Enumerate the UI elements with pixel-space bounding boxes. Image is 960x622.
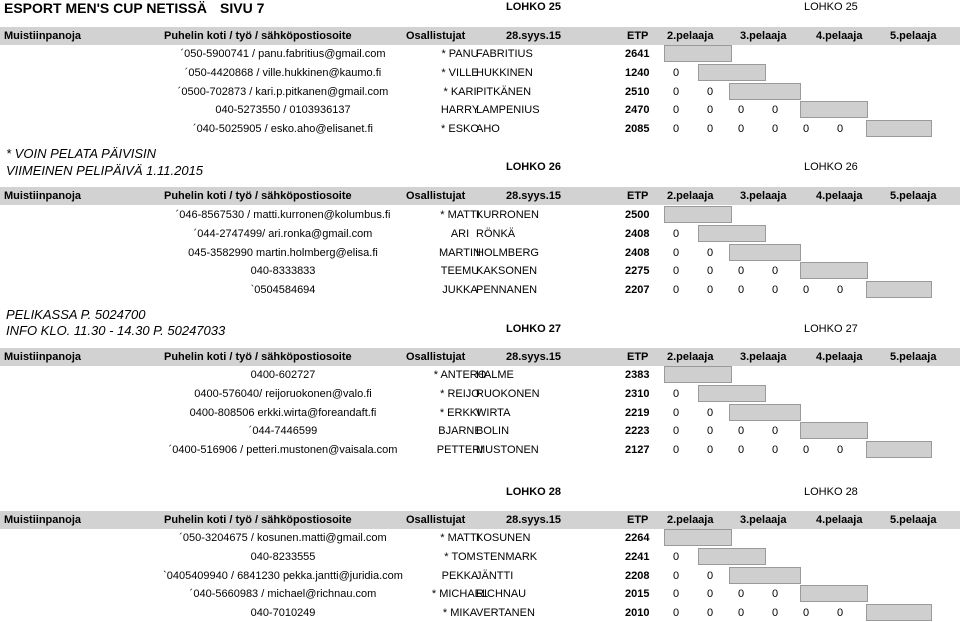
contact-cell: ´044-2747499/ ari.ronka@gmail.com — [193, 228, 373, 240]
etp-cell: 2510 — [625, 86, 650, 98]
etp-cell: 2223 — [625, 425, 650, 437]
etp-cell: 2275 — [625, 265, 650, 277]
column-header-etp: ETP — [627, 30, 649, 42]
contact-cell: 040-8233555 — [250, 551, 316, 563]
lohko-label-right: LOHKO 27 — [804, 323, 858, 335]
score-cell: 0 — [836, 444, 844, 456]
etp-cell: 2208 — [625, 570, 650, 582]
column-header-p2: 2.pelaaja — [667, 30, 714, 42]
last-name-cell: LAMPENIUS — [476, 104, 540, 116]
table-row — [0, 244, 960, 262]
column-header-puhelin: Puhelin koti / työ / sähköpostiosoite — [164, 190, 352, 202]
etp-cell: 2010 — [625, 607, 650, 619]
table-header — [0, 348, 960, 366]
score-cell: 0 — [672, 104, 680, 116]
column-header-muistiinpanoja: Muistiinpanoja — [4, 190, 81, 202]
last-name-cell: KAKSONEN — [476, 265, 538, 277]
table-row — [0, 548, 960, 566]
contact-cell: ´0400-516906 / petteri.mustonen@vaisala.com — [168, 444, 398, 456]
last-name-cell: MUSTONEN — [476, 444, 539, 456]
score-cell: 0 — [706, 570, 714, 582]
column-header-p4: 4.pelaaja — [816, 190, 863, 202]
first-name-cell: * MATTI — [440, 532, 480, 544]
contact-cell: 040-8333833 — [250, 265, 316, 277]
page-number: SIVU 7 — [220, 0, 265, 16]
score-slot-box — [866, 604, 932, 621]
contact-cell: ´046-8567530 / matti.kurronen@kolumbus.fi — [175, 209, 391, 221]
lohko-label-right: LOHKO 25 — [804, 1, 858, 13]
last-name-cell: PITKÄNEN — [476, 86, 532, 98]
first-name-cell: * MATTI — [440, 209, 480, 221]
score-cell: 0 — [737, 607, 745, 619]
score-cell: 0 — [771, 588, 779, 600]
etp-cell: 2219 — [625, 407, 650, 419]
contact-cell: ´050-3204675 / kosunen.matti@gmail.com — [179, 532, 387, 544]
etp-cell: 2207 — [625, 284, 650, 296]
score-cell: 0 — [672, 228, 680, 240]
score-cell: 0 — [672, 265, 680, 277]
score-cell: 0 — [672, 551, 680, 563]
score-cell: 0 — [802, 444, 810, 456]
first-name-cell: MARTIN — [439, 247, 481, 259]
etp-cell: 2264 — [625, 532, 650, 544]
score-cell: 0 — [771, 265, 779, 277]
first-name-cell: JUKKA — [442, 284, 478, 296]
score-cell: 0 — [706, 425, 714, 437]
score-slot-box — [698, 225, 766, 242]
score-slot-box — [664, 366, 732, 383]
table-row — [0, 385, 960, 403]
first-name-cell: * PANU — [441, 48, 479, 60]
column-header-p5: 5.pelaaja — [890, 190, 937, 202]
contact-cell: 040-5273550 / 0103936137 — [215, 104, 351, 116]
score-cell: 0 — [771, 123, 779, 135]
column-header-osallistujat: Osallistujat — [406, 190, 466, 202]
score-cell: 0 — [836, 284, 844, 296]
etp-cell: 2500 — [625, 209, 650, 221]
score-cell: 0 — [672, 407, 680, 419]
first-name-cell: HARRY — [440, 104, 480, 116]
etp-cell: 2015 — [625, 588, 650, 600]
score-cell: 0 — [706, 407, 714, 419]
score-cell: 0 — [672, 247, 680, 259]
last-name-cell: VERTANEN — [476, 607, 535, 619]
score-cell: 0 — [672, 67, 680, 79]
last-name-cell: KURRONEN — [476, 209, 539, 221]
last-name-cell: RUOKONEN — [476, 388, 540, 400]
table-row — [0, 64, 960, 82]
score-cell: 0 — [672, 284, 680, 296]
column-header-date: 28.syys.15 — [506, 514, 562, 526]
first-name-cell: * VILLE — [441, 67, 479, 79]
last-name-cell: HUKKINEN — [476, 67, 533, 79]
score-cell: 0 — [706, 607, 714, 619]
score-slot-box — [866, 120, 932, 137]
column-header-p3: 3.pelaaja — [740, 190, 787, 202]
last-name-cell: WIRTA — [476, 407, 511, 419]
first-name-cell: TEEMU — [440, 265, 480, 277]
first-name-cell: * ERKKI — [439, 407, 481, 419]
etp-cell: 1240 — [625, 67, 650, 79]
first-name-cell: PETTERI — [436, 444, 484, 456]
score-cell: 0 — [672, 425, 680, 437]
score-cell: 0 — [672, 570, 680, 582]
etp-cell: 2085 — [625, 123, 650, 135]
column-header-p4: 4.pelaaja — [816, 514, 863, 526]
score-slot-box — [800, 101, 868, 118]
first-name-cell: * KARI — [443, 86, 477, 98]
last-name-cell: FABRITIUS — [476, 48, 533, 60]
score-cell: 0 — [737, 123, 745, 135]
contact-cell: ´040-5660983 / michael@richnau.com — [189, 588, 377, 600]
first-name-cell: * ANTERO — [433, 369, 487, 381]
score-slot-box — [664, 529, 732, 546]
score-cell: 0 — [672, 123, 680, 135]
score-cell: 0 — [706, 284, 714, 296]
score-cell: 0 — [802, 607, 810, 619]
last-name-cell: RÖNKÄ — [476, 228, 516, 240]
table-row — [0, 567, 960, 585]
column-header-etp: ETP — [627, 351, 649, 363]
score-slot-box — [800, 262, 868, 279]
score-cell: 0 — [706, 104, 714, 116]
table-row — [0, 585, 960, 603]
score-cell: 0 — [771, 607, 779, 619]
contact-cell: 045-3582990 martin.holmberg@elisa.fi — [188, 247, 378, 259]
score-slot-box — [729, 404, 801, 421]
contact-cell: ´040-5025905 / esko.aho@elisanet.fi — [193, 123, 373, 135]
etp-cell: 2241 — [625, 551, 650, 563]
column-header-puhelin: Puhelin koti / työ / sähköpostiosoite — [164, 30, 352, 42]
column-header-p5: 5.pelaaja — [890, 351, 937, 363]
score-cell: 0 — [672, 444, 680, 456]
etp-cell: 2383 — [625, 369, 650, 381]
score-cell: 0 — [706, 444, 714, 456]
table-row — [0, 366, 960, 384]
last-name-cell: STENMARK — [476, 551, 538, 563]
score-cell: 0 — [672, 86, 680, 98]
score-slot-box — [698, 548, 766, 565]
contact-cell: 0400-602727 — [250, 369, 316, 381]
score-cell: 0 — [706, 247, 714, 259]
column-header-p4: 4.pelaaja — [816, 351, 863, 363]
score-cell: 0 — [836, 123, 844, 135]
last-name-cell: BOLIN — [476, 425, 510, 437]
contact-cell: ´050-4420868 / ville.hukkinen@kaumo.fi — [184, 67, 382, 79]
table-header — [0, 511, 960, 529]
note-info: INFO KLO. 11.30 - 14.30 P. 50247033 — [6, 323, 226, 338]
contact-cell: ´044-7446599 — [248, 425, 318, 437]
last-name-cell: AHO — [476, 123, 500, 135]
contact-cell: 040-7010249 — [250, 607, 316, 619]
column-header-puhelin: Puhelin koti / työ / sähköpostiosoite — [164, 351, 352, 363]
contact-cell: 0400-576040/ reijoruokonen@valo.fi — [194, 388, 372, 400]
column-header-p3: 3.pelaaja — [740, 514, 787, 526]
score-slot-box — [729, 83, 801, 100]
score-cell: 0 — [737, 425, 745, 437]
table-row — [0, 422, 960, 440]
table-row — [0, 604, 960, 622]
column-header-muistiinpanoja: Muistiinpanoja — [4, 514, 81, 526]
score-cell: 0 — [706, 265, 714, 277]
first-name-cell: BJARNE — [438, 425, 482, 437]
first-name-cell: ARI — [450, 228, 470, 240]
contact-cell: ´050-5900741 / panu.fabritius@gmail.com — [180, 48, 386, 60]
table-row — [0, 83, 960, 101]
lohko-label-right: LOHKO 28 — [804, 486, 858, 498]
score-cell: 0 — [672, 388, 680, 400]
score-cell: 0 — [672, 588, 680, 600]
column-header-p5: 5.pelaaja — [890, 30, 937, 42]
etp-cell: 2127 — [625, 444, 650, 456]
last-name-cell: JÄNTTI — [476, 570, 514, 582]
score-slot-box — [698, 385, 766, 402]
contact-cell: 0400-808506 erkki.wirta@foreandaft.fi — [189, 407, 377, 419]
score-slot-box — [866, 441, 932, 458]
lohko-label: LOHKO 25 — [506, 1, 562, 13]
table-row — [0, 101, 960, 119]
score-slot-box — [729, 567, 801, 584]
table-header — [0, 27, 960, 45]
score-cell: 0 — [706, 123, 714, 135]
score-slot-box — [664, 45, 732, 62]
score-cell: 0 — [836, 607, 844, 619]
table-row — [0, 206, 960, 224]
score-slot-box — [729, 244, 801, 261]
score-cell: 0 — [771, 104, 779, 116]
note-pelikassa: PELIKASSA P. 5024700 — [6, 307, 146, 322]
table-row — [0, 281, 960, 299]
score-slot-box — [698, 64, 766, 81]
column-header-p4: 4.pelaaja — [816, 30, 863, 42]
table-row — [0, 45, 960, 63]
score-cell: 0 — [737, 444, 745, 456]
column-header-osallistujat: Osallistujat — [406, 30, 466, 42]
score-cell: 0 — [771, 284, 779, 296]
score-slot-box — [866, 281, 932, 298]
column-header-date: 28.syys.15 — [506, 351, 562, 363]
score-cell: 0 — [771, 425, 779, 437]
table-header — [0, 187, 960, 205]
etp-cell: 2408 — [625, 228, 650, 240]
score-slot-box — [800, 422, 868, 439]
contact-cell: ´0500-702873 / kari.p.pitkanen@gmail.com — [177, 86, 389, 98]
column-header-p2: 2.pelaaja — [667, 514, 714, 526]
etp-cell: 2641 — [625, 48, 650, 60]
column-header-puhelin: Puhelin koti / työ / sähköpostiosoite — [164, 514, 352, 526]
etp-cell: 2310 — [625, 388, 650, 400]
table-row — [0, 120, 960, 138]
score-cell: 0 — [706, 588, 714, 600]
column-header-p3: 3.pelaaja — [740, 351, 787, 363]
score-slot-box — [800, 585, 868, 602]
column-header-etp: ETP — [627, 190, 649, 202]
lohko-label: LOHKO 27 — [506, 323, 562, 335]
column-header-p5: 5.pelaaja — [890, 514, 937, 526]
table-row — [0, 262, 960, 280]
score-cell: 0 — [706, 86, 714, 98]
score-cell: 0 — [672, 607, 680, 619]
score-cell: 0 — [771, 444, 779, 456]
table-row — [0, 225, 960, 243]
lohko-label: LOHKO 26 — [506, 161, 562, 173]
contact-cell: `0504584694 — [250, 284, 316, 296]
score-cell: 0 — [737, 284, 745, 296]
column-header-osallistujat: Osallistujat — [406, 514, 466, 526]
column-header-date: 28.syys.15 — [506, 30, 562, 42]
first-name-cell: * TOM — [444, 551, 476, 563]
column-header-p2: 2.pelaaja — [667, 190, 714, 202]
etp-cell: 2470 — [625, 104, 650, 116]
score-cell: 0 — [737, 588, 745, 600]
score-cell: 0 — [737, 104, 745, 116]
first-name-cell: PEKKA — [441, 570, 479, 582]
column-header-etp: ETP — [627, 514, 649, 526]
contact-cell: `0405409940 / 6841230 pekka.jantti@juridia.com — [163, 570, 403, 582]
score-slot-box — [664, 206, 732, 223]
page-title: ESPORT MEN'S CUP NETISSÄ — [4, 0, 207, 16]
table-row — [0, 529, 960, 547]
etp-cell: 2408 — [625, 247, 650, 259]
column-header-p2: 2.pelaaja — [667, 351, 714, 363]
last-name-cell: HOLMBERG — [476, 247, 539, 259]
column-header-osallistujat: Osallistujat — [406, 351, 466, 363]
last-name-cell: RICHNAU — [476, 588, 527, 600]
note-day-play: * VOIN PELATA PÄIVISIN — [6, 146, 157, 161]
last-name-cell: HALME — [476, 369, 514, 381]
note-last-day: VIIMEINEN PELIPÄIVÄ 1.11.2015 — [6, 163, 204, 178]
score-cell: 0 — [802, 123, 810, 135]
lohko-label: LOHKO 28 — [506, 486, 562, 498]
lohko-label-right: LOHKO 26 — [804, 161, 858, 173]
first-name-cell: * MICHAEL — [431, 588, 489, 600]
first-name-cell: * REIJO — [440, 388, 480, 400]
score-cell: 0 — [802, 284, 810, 296]
first-name-cell: * ESKO — [441, 123, 479, 135]
column-header-muistiinpanoja: Muistiinpanoja — [4, 30, 81, 42]
table-row — [0, 404, 960, 422]
score-cell: 0 — [737, 265, 745, 277]
column-header-date: 28.syys.15 — [506, 190, 562, 202]
first-name-cell: * MIKA — [442, 607, 478, 619]
table-row — [0, 441, 960, 459]
column-header-muistiinpanoja: Muistiinpanoja — [4, 351, 81, 363]
last-name-cell: PENNANEN — [476, 284, 538, 296]
column-header-p3: 3.pelaaja — [740, 30, 787, 42]
last-name-cell: KOSUNEN — [476, 532, 531, 544]
